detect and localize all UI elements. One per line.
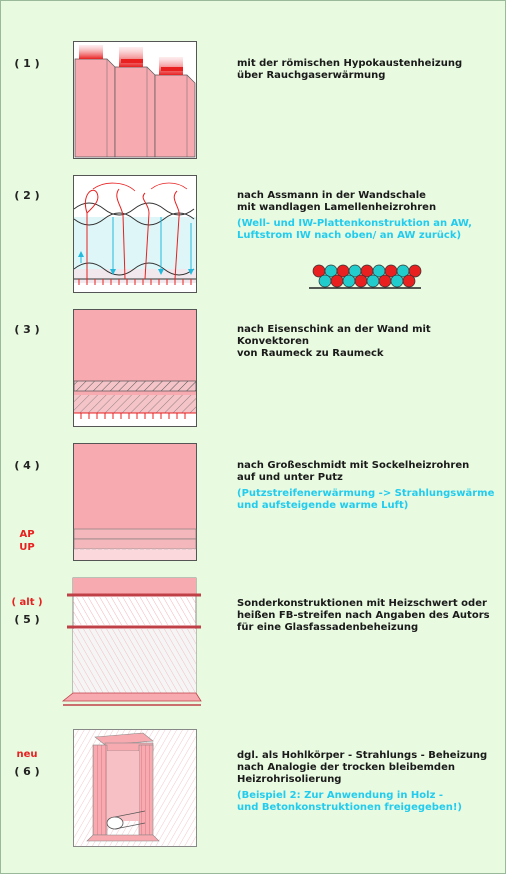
item-4-line1: nach Großeschmidt mit Sockelheizrohren bbox=[237, 460, 470, 471]
item-6-description bbox=[237, 750, 499, 814]
item-5-line2: heißen FB-streifen nach Angaben des Autors bbox=[237, 610, 490, 621]
item-4-note bbox=[237, 488, 499, 512]
item-6-note-line1: (Beispiel 2: Zur Anwendung in Holz - bbox=[237, 790, 444, 801]
item-5-line1: Sonderkonstruktionen mit Heizschwert oder bbox=[237, 598, 487, 609]
item-5-number: ( 5 ) bbox=[14, 613, 40, 626]
item-4-tag-up: UP bbox=[19, 542, 35, 553]
item-4-note-line1: (Putzstreifenerwärmung -> Strahlungswärme bbox=[237, 488, 495, 499]
item-5-line3: für eine Glasfassadenbeheizung bbox=[237, 622, 419, 633]
item-1-line2: über Rauchgaserwärmung bbox=[237, 70, 386, 81]
item-6-line3: Heizrohrisolierung bbox=[237, 774, 342, 785]
item-3-description bbox=[237, 324, 499, 360]
figure-5-heating-blade bbox=[59, 577, 205, 707]
item-2-note-line1: (Well- und IW-Plattenkonstruktion an AW, bbox=[237, 218, 472, 229]
item-5-tag: ( alt ) bbox=[11, 597, 43, 608]
item-2-note-line2: Luftstrom IW nach oben/ an AW zurück) bbox=[237, 230, 462, 241]
figure-6-hollow-body bbox=[73, 729, 197, 847]
item-3-line1: nach Eisenschink an der Wand mit Konvektoren bbox=[237, 324, 431, 347]
item-6-note bbox=[237, 790, 499, 814]
figure-2-pipe-cross-section bbox=[307, 257, 423, 293]
item-6-note-line2: und Betonkonstruktionen freigegeben!) bbox=[237, 802, 462, 813]
figure-4-skirting-pipes bbox=[73, 443, 197, 561]
item-5-description bbox=[237, 598, 499, 634]
item-3-number: ( 3 ) bbox=[14, 323, 40, 336]
item-1-description bbox=[237, 58, 499, 82]
item-2-line2: mit wandlagen Lamellenheizrohren bbox=[237, 202, 437, 213]
item-1-number: ( 1 ) bbox=[14, 57, 40, 70]
item-6-number: ( 6 ) bbox=[14, 765, 40, 778]
item-2-number: ( 2 ) bbox=[14, 189, 40, 202]
item-4-tag-ap: AP bbox=[19, 529, 35, 540]
figure-1-hypocaust bbox=[73, 41, 197, 159]
item-4-note-line2: und aufsteigende warme Luft) bbox=[237, 500, 409, 511]
item-6-tag: neu bbox=[16, 749, 38, 760]
item-4-description bbox=[237, 460, 499, 512]
item-6-line2: nach Analogie der trocken bleibemden bbox=[237, 762, 455, 773]
item-1-line1: mit der römischen Hypokaustenheizung bbox=[237, 58, 463, 69]
figure-2-wall-shell bbox=[73, 175, 197, 293]
item-4-number: ( 4 ) bbox=[14, 459, 40, 472]
item-2-note bbox=[237, 218, 499, 242]
item-2-description bbox=[237, 190, 499, 242]
item-6-line1: dgl. als Hohlkörper - Strahlungs - Beheizung bbox=[237, 750, 488, 761]
item-4-line2: auf und unter Putz bbox=[237, 472, 343, 483]
figure-3-convector bbox=[73, 309, 197, 427]
item-3-line2: von Raumeck zu Raumeck bbox=[237, 348, 384, 359]
item-2-line1: nach Assmann in der Wandschale bbox=[237, 190, 426, 201]
